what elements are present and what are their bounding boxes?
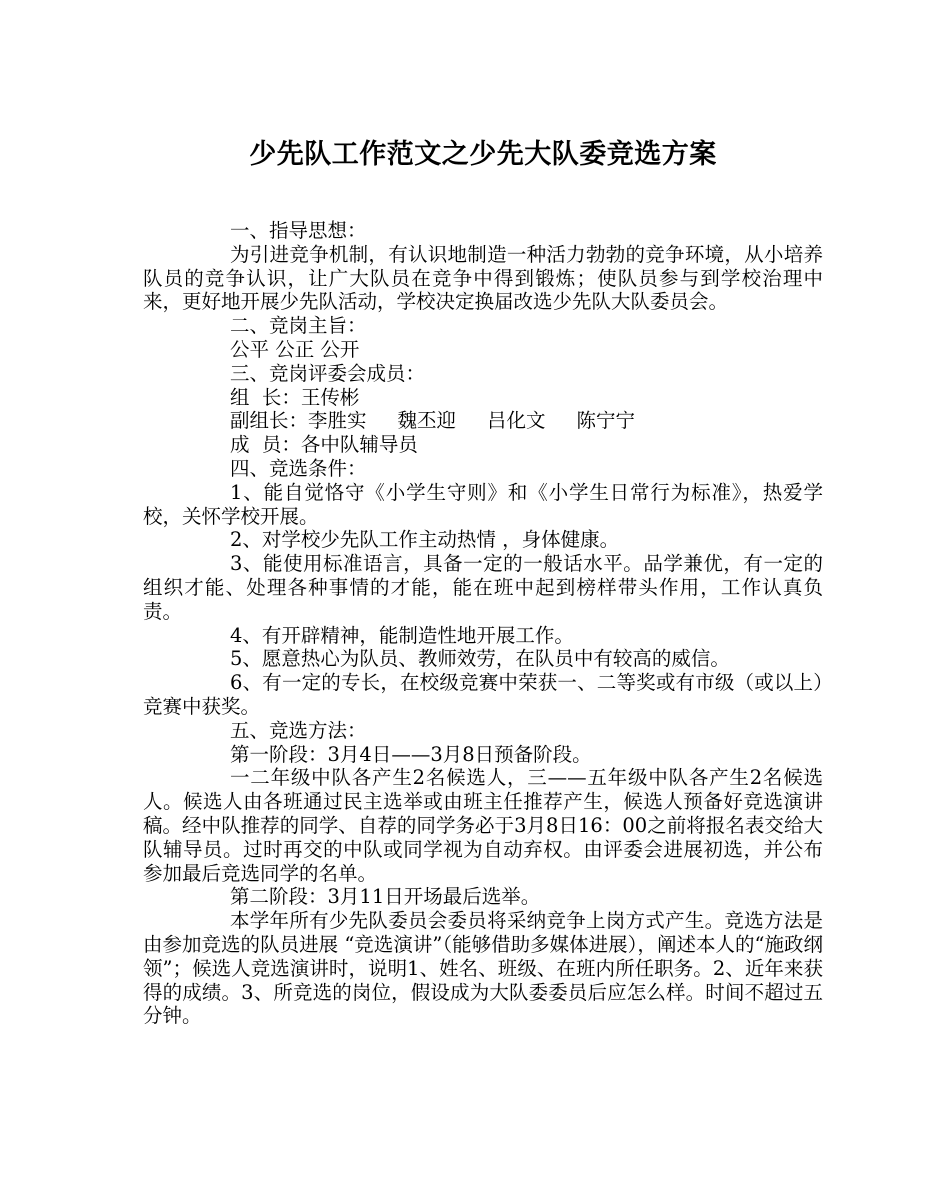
condition-item: 4、有开辟精神，能制造性地开展工作。	[230, 623, 574, 647]
paragraph: 本学年所有少先队委员会委员将采纳竞争上岗方式产生。竞选方法是由参加竞选的队员进展 “竞选演讲”（能够借助多媒体进展），阐述本人的“施政纲领”；候选人竞选演讲时，说明1、姓名、班级、在班内所任职务。2、近年来获得的成绩。3、所竞选的岗位，假设成为大队委委员后应怎么样。时间不超过五分钟。	[143, 909, 823, 1028]
section-heading-purpose: 二、竞岗主旨：	[230, 314, 367, 338]
committee-leader: 组 长：王传彬	[230, 385, 360, 409]
document-body	[143, 219, 823, 1028]
committee-members: 成 员：各中队辅导员	[230, 433, 418, 457]
section-heading-methods: 五、竞选方法：	[230, 718, 367, 742]
paragraph: 公平 公正 公开	[230, 337, 360, 361]
paragraph: 为引进竞争机制，有认识地制造一种活力勃勃的竞争环境，从小培养队员的竞争认识，让广大队员在竞争中得到锻炼；使队员参与到学校治理中来，更好地开展少先队活动，学校决定换届改选少先队大队委员会。	[143, 242, 823, 314]
section-heading-committee: 三、竞岗评委会成员：	[230, 361, 426, 385]
condition-item: 5、愿意热心为队员、教师效劳，在队员中有较高的威信。	[230, 647, 730, 671]
condition-item: 2、对学校少先队工作主动热情 ，身体健康。	[230, 528, 620, 552]
section-heading-guiding-ideology: 一、指导思想：	[230, 219, 367, 242]
document-title: 少先队工作范文之少先大队委竞选方案	[249, 139, 717, 170]
paragraph: 一二年级中队各产生2名候选人，三——五年级中队各产生2名候选人。候选人由各班通过民主选举或由班主任推荐产生，候选人预备好竞选演讲稿。经中队推荐的同学、自荐的同学务必于3月8日16：00之前将报名表交给大队辅导员。过时再交的中队或同学视为自动弃权。由评委会进展初选，并公布参加最后竞选同学的名单。	[143, 766, 823, 885]
condition-item: 1、能自觉恪守《小学生守则》和《小学生日常行为标准》，热爱学校，关怀学校开展。	[143, 480, 823, 528]
stage-heading: 第一阶段：3月4日——3月8日预备阶段。	[230, 742, 592, 766]
stage-heading: 第二阶段：3月11日开场最后选举。	[230, 885, 541, 909]
committee-deputy-leaders: 副组长：李胜实 魏丕迎 吕化文 陈宁宁	[230, 409, 635, 433]
section-heading-conditions: 四、竞选条件：	[230, 456, 367, 480]
condition-item: 3、能使用标准语言，具备一定的一般话水平。品学兼优，有一定的组织才能、处理各种事情的才能，能在班中起到榜样带头作用，工作认真负责。	[143, 552, 823, 623]
condition-item: 6、有一定的专长，在校级竞赛中荣获一、二等奖或有市级（或以上）竞赛中获奖。	[143, 671, 823, 718]
